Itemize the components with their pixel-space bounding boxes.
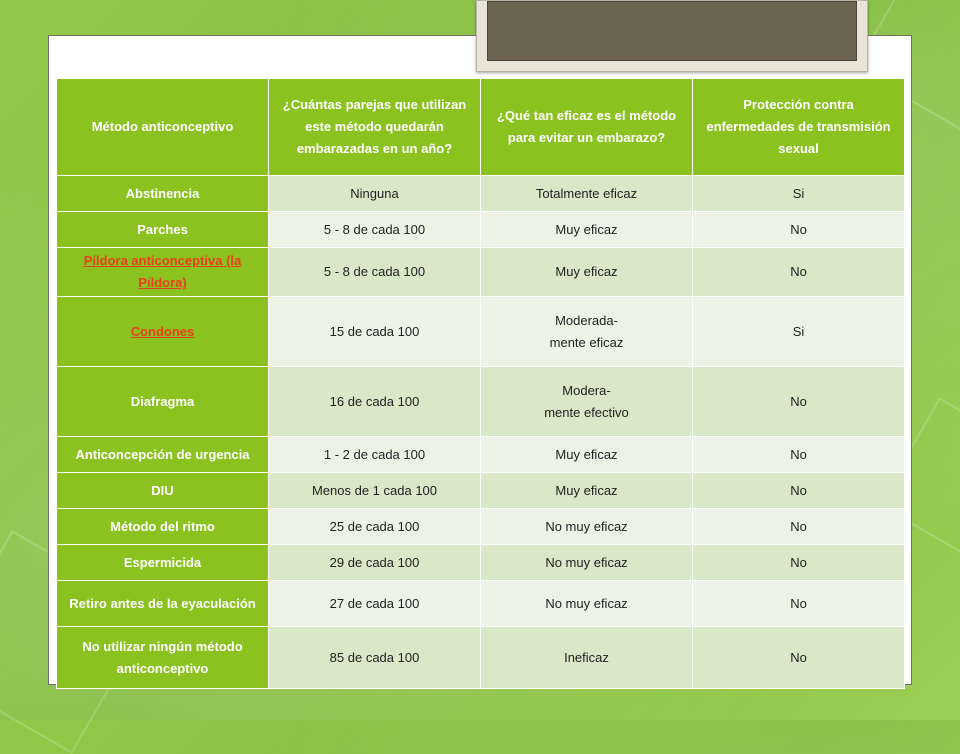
pregnancies-cell: 15 de cada 100	[269, 297, 481, 367]
method-link[interactable]: Píldora anticonceptiva (la Píldora)	[57, 248, 269, 297]
table-row	[57, 367, 905, 437]
sti-protection-cell: No	[693, 509, 905, 545]
table-row	[57, 212, 905, 248]
sti-protection-cell: No	[693, 437, 905, 473]
table-body	[57, 176, 905, 689]
table-row	[57, 176, 905, 212]
method-link[interactable]: Condones	[57, 297, 269, 367]
method-name: Abstinencia	[57, 176, 269, 212]
pregnancies-cell: 85 de cada 100	[269, 627, 481, 689]
pregnancies-cell: Ninguna	[269, 176, 481, 212]
table-row	[57, 581, 905, 627]
table-row	[57, 509, 905, 545]
method-name: Parches	[57, 212, 269, 248]
pregnancies-cell: 1 - 2 de cada 100	[269, 437, 481, 473]
sti-protection-cell: No	[693, 581, 905, 627]
effectiveness-cell: Muy eficaz	[481, 212, 693, 248]
method-name: Espermicida	[57, 545, 269, 581]
pregnancies-cell: Menos de 1 cada 100	[269, 473, 481, 509]
decorative-frame	[476, 0, 868, 72]
pregnancies-cell: 5 - 8 de cada 100	[269, 212, 481, 248]
header-sti-protection: Protección contra enfermedades de transmisión sexual	[693, 79, 905, 176]
effectiveness-cell: Muy eficaz	[481, 473, 693, 509]
effectiveness-cell: No muy eficaz	[481, 581, 693, 627]
header-method: Método anticonceptivo	[57, 79, 269, 176]
sti-protection-cell: No	[693, 212, 905, 248]
effectiveness-cell: No muy eficaz	[481, 545, 693, 581]
effectiveness-cell: Modera- mente efectivo	[481, 367, 693, 437]
pregnancies-cell: 25 de cada 100	[269, 509, 481, 545]
method-name: Anticoncepción de urgencia	[57, 437, 269, 473]
method-name: Método del ritmo	[57, 509, 269, 545]
pregnancies-cell: 27 de cada 100	[269, 581, 481, 627]
sti-protection-cell: Si	[693, 297, 905, 367]
sti-protection-cell: No	[693, 248, 905, 297]
sti-protection-cell: No	[693, 473, 905, 509]
pregnancies-cell: 29 de cada 100	[269, 545, 481, 581]
effectiveness-cell: No muy eficaz	[481, 509, 693, 545]
contraception-table	[56, 78, 905, 689]
table-row	[57, 297, 905, 367]
sti-protection-cell: No	[693, 545, 905, 581]
pregnancies-cell: 16 de cada 100	[269, 367, 481, 437]
header-pregnancies: ¿Cuántas parejas que utilizan este método quedarán embarazadas en un año?	[269, 79, 481, 176]
table-row	[57, 437, 905, 473]
sti-protection-cell: No	[693, 367, 905, 437]
method-name: DIU	[57, 473, 269, 509]
sti-protection-cell: No	[693, 627, 905, 689]
method-name: Diafragma	[57, 367, 269, 437]
table-row	[57, 627, 905, 689]
effectiveness-cell: Muy eficaz	[481, 248, 693, 297]
effectiveness-cell: Totalmente eficaz	[481, 176, 693, 212]
effectiveness-cell: Muy eficaz	[481, 437, 693, 473]
effectiveness-cell: Ineficaz	[481, 627, 693, 689]
effectiveness-cell: Moderada- mente eficaz	[481, 297, 693, 367]
table-header-row	[57, 79, 905, 176]
pregnancies-cell: 5 - 8 de cada 100	[269, 248, 481, 297]
header-effectiveness: ¿Qué tan eficaz es el método para evitar un embarazo?	[481, 79, 693, 176]
method-name: No utilizar ningún método anticonceptivo	[57, 627, 269, 689]
decorative-frame-inner	[487, 1, 857, 61]
table-row	[57, 545, 905, 581]
method-name: Retiro antes de la eyaculación	[57, 581, 269, 627]
table-row	[57, 473, 905, 509]
sti-protection-cell: Si	[693, 176, 905, 212]
table-row	[57, 248, 905, 297]
